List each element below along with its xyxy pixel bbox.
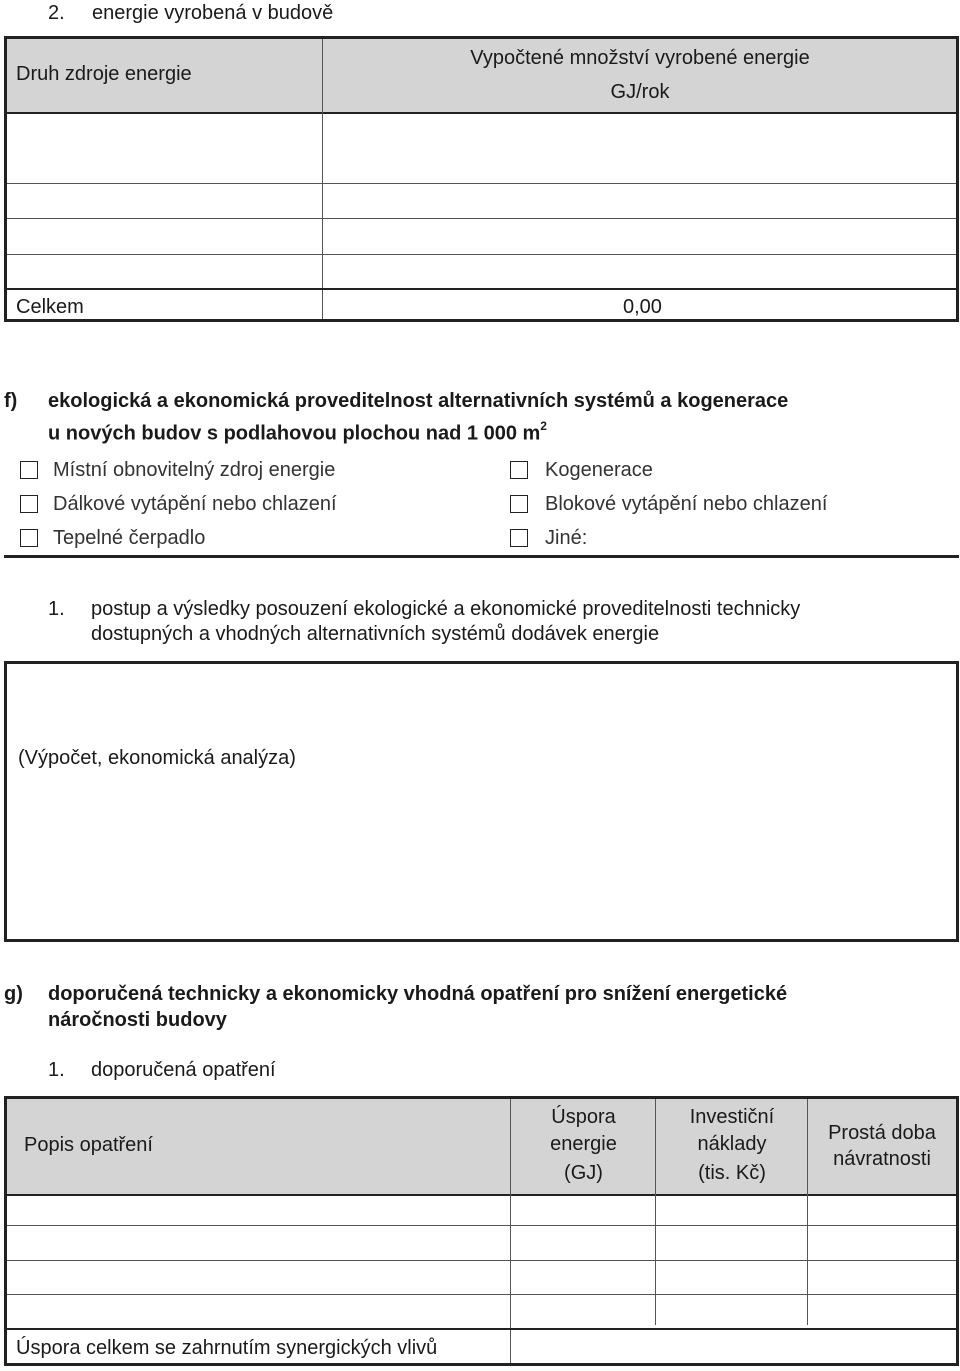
table-cell-value[interactable] <box>323 219 956 254</box>
option-other: Jiné: <box>545 527 588 549</box>
total-value: 0,00 <box>623 296 662 318</box>
checkbox-heat-pump[interactable] <box>20 529 38 547</box>
table-row[interactable] <box>7 219 321 254</box>
table-cell-value[interactable] <box>323 184 956 218</box>
column-header-description: Popis opatření <box>24 1134 153 1156</box>
energy-production-table <box>4 36 959 322</box>
table-row[interactable] <box>7 1195 509 1225</box>
option-local-renewable: Místní obnovitelný zdroj energie <box>53 459 336 481</box>
column-header-investment-l1: Investiční <box>689 1106 775 1128</box>
column-header-savings-l1: Úspora <box>551 1106 616 1128</box>
column-header-payback-l2: návratnosti <box>833 1148 931 1170</box>
section-f-title-line1: ekologická a ekonomická proveditelnost alternativních systémů a kogenerace <box>48 390 789 412</box>
table-row[interactable] <box>7 1295 509 1328</box>
section-g-title-line1: doporučená technicky a ekonomicky vhodná opatření pro snížení energetické <box>48 983 788 1005</box>
section-g-letter: g) <box>4 983 23 1005</box>
item-text: doporučená opatření <box>91 1059 276 1081</box>
section-f-title-line2: u nových budov s podlahovou plochou nad 1 000 $m^2$ <box>48 419 547 445</box>
checkbox-block-heating[interactable] <box>510 495 528 513</box>
column-header-investment-l2: náklady <box>697 1133 767 1155</box>
option-heat-pump: Tepelné čerpadlo <box>53 527 206 549</box>
column-header-savings-l3: (GJ) <box>564 1162 603 1184</box>
column-header-payback-l1: Prostá doba <box>828 1122 936 1144</box>
item-number: 1. <box>48 1059 65 1081</box>
section-heading: energie vyrobená v budově <box>92 2 334 24</box>
table-row[interactable] <box>7 255 321 288</box>
total-label: Úspora celkem se zahrnutím synergických vlivů <box>16 1337 438 1359</box>
column-header-unit: GJ/rok <box>610 81 670 103</box>
checkbox-cogeneration[interactable] <box>510 461 528 479</box>
measures-table <box>4 1096 959 1366</box>
option-district-heating: Dálkové vytápění nebo chlazení <box>53 493 337 515</box>
table-cell-value[interactable] <box>323 113 956 183</box>
table-cell-value[interactable] <box>323 255 956 288</box>
checkbox-local-renewable[interactable] <box>20 461 38 479</box>
checkbox-other[interactable] <box>510 529 528 547</box>
table-row[interactable] <box>7 1226 509 1260</box>
table-row[interactable] <box>7 113 321 183</box>
column-header-investment-l3: (tis. Kč) <box>698 1162 766 1184</box>
section-number: 2. <box>48 2 65 24</box>
option-cogeneration: Kogenerace <box>545 459 653 481</box>
table-row[interactable] <box>7 1261 509 1294</box>
table-row[interactable] <box>7 184 321 218</box>
section-g-title-line2: náročnosti budovy <box>48 1009 227 1031</box>
analysis-box[interactable] <box>4 661 959 942</box>
column-header-source: Druh zdroje energie <box>16 63 192 85</box>
checkbox-district-heating[interactable] <box>20 495 38 513</box>
analysis-placeholder: (Výpočet, ekonomická analýza) <box>18 747 296 769</box>
option-block-heating: Blokové vytápění nebo chlazení <box>545 493 828 515</box>
section-f-letter: f) <box>4 390 18 412</box>
item-text-line2: dostupných a vhodných alternativních systémů dodávek energie <box>91 623 660 645</box>
total-label: Celkem <box>16 296 84 318</box>
column-header-energy: Vypočtené množství vyrobené energie <box>470 47 810 69</box>
item-text-line1: postup a výsledky posouzení ekologické a ekonomické proveditelnosti technicky <box>91 598 801 620</box>
item-number: 1. <box>48 598 65 620</box>
column-header-savings-l2: energie <box>550 1133 617 1155</box>
